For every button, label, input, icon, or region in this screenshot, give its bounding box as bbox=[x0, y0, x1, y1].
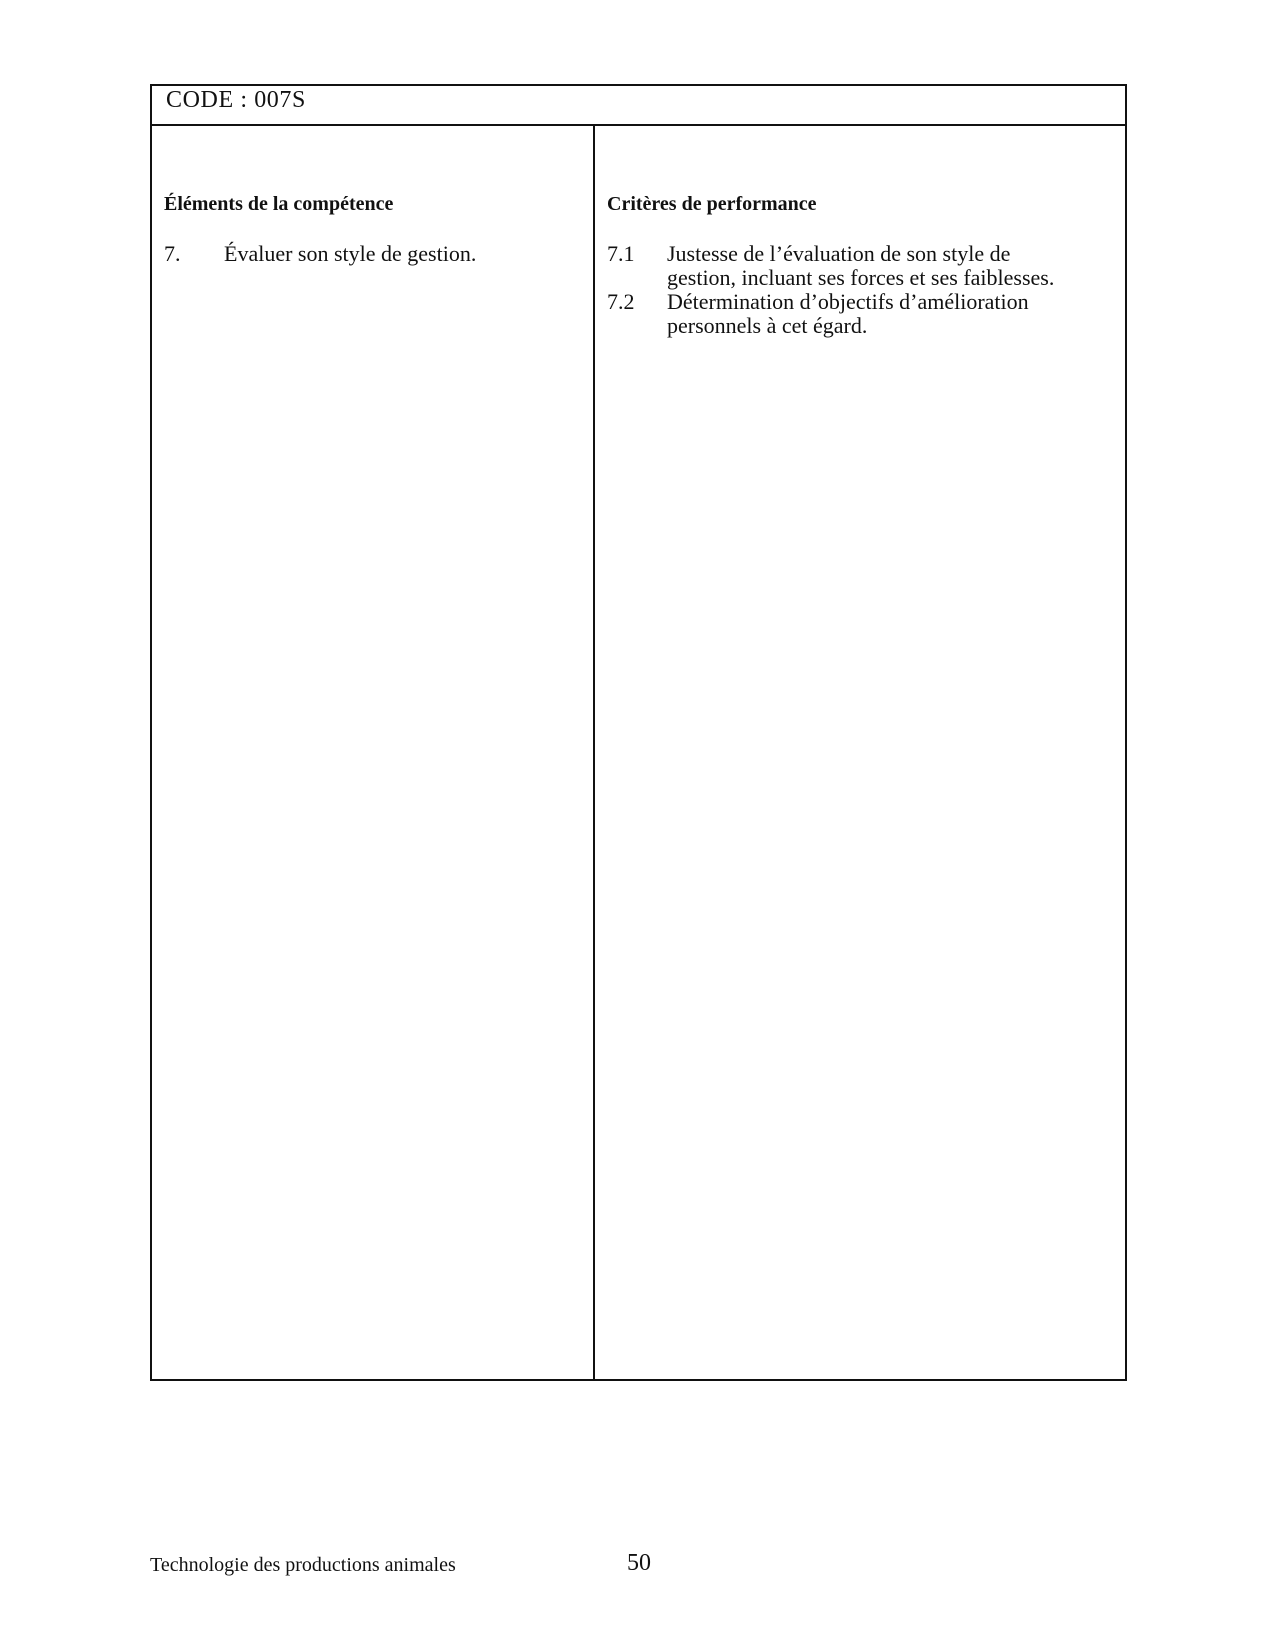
criterion-text-line-1: Justesse de l’évaluation de son style de bbox=[667, 241, 1011, 266]
criterion-item-7-1 bbox=[607, 242, 1117, 292]
code-label: CODE : 007S bbox=[166, 87, 306, 113]
criteria-column bbox=[595, 126, 1125, 1379]
elements-heading: Éléments de la compétence bbox=[164, 193, 394, 215]
criterion-text-line-1: Détermination d’objectifs d’amélioration bbox=[667, 289, 1029, 314]
criterion-text-line-2: personnels à cet égard. bbox=[667, 313, 868, 338]
footer-title: Technologie des productions animales bbox=[150, 1554, 456, 1576]
criteria-heading: Critères de performance bbox=[607, 193, 817, 215]
criterion-item-7-2 bbox=[607, 290, 1117, 340]
criterion-text-line-2: gestion, incluant ses forces et ses faiblesses. bbox=[667, 265, 1055, 290]
element-item-7 bbox=[164, 242, 584, 268]
competence-table bbox=[150, 84, 1127, 1381]
element-text: Évaluer son style de gestion. bbox=[224, 241, 477, 266]
page-number: 50 bbox=[627, 1550, 651, 1576]
elements-column bbox=[152, 126, 593, 1379]
criterion-number: 7.1 bbox=[607, 241, 635, 266]
criterion-number: 7.2 bbox=[607, 289, 635, 314]
code-row bbox=[152, 86, 1125, 126]
element-number: 7. bbox=[164, 241, 181, 266]
